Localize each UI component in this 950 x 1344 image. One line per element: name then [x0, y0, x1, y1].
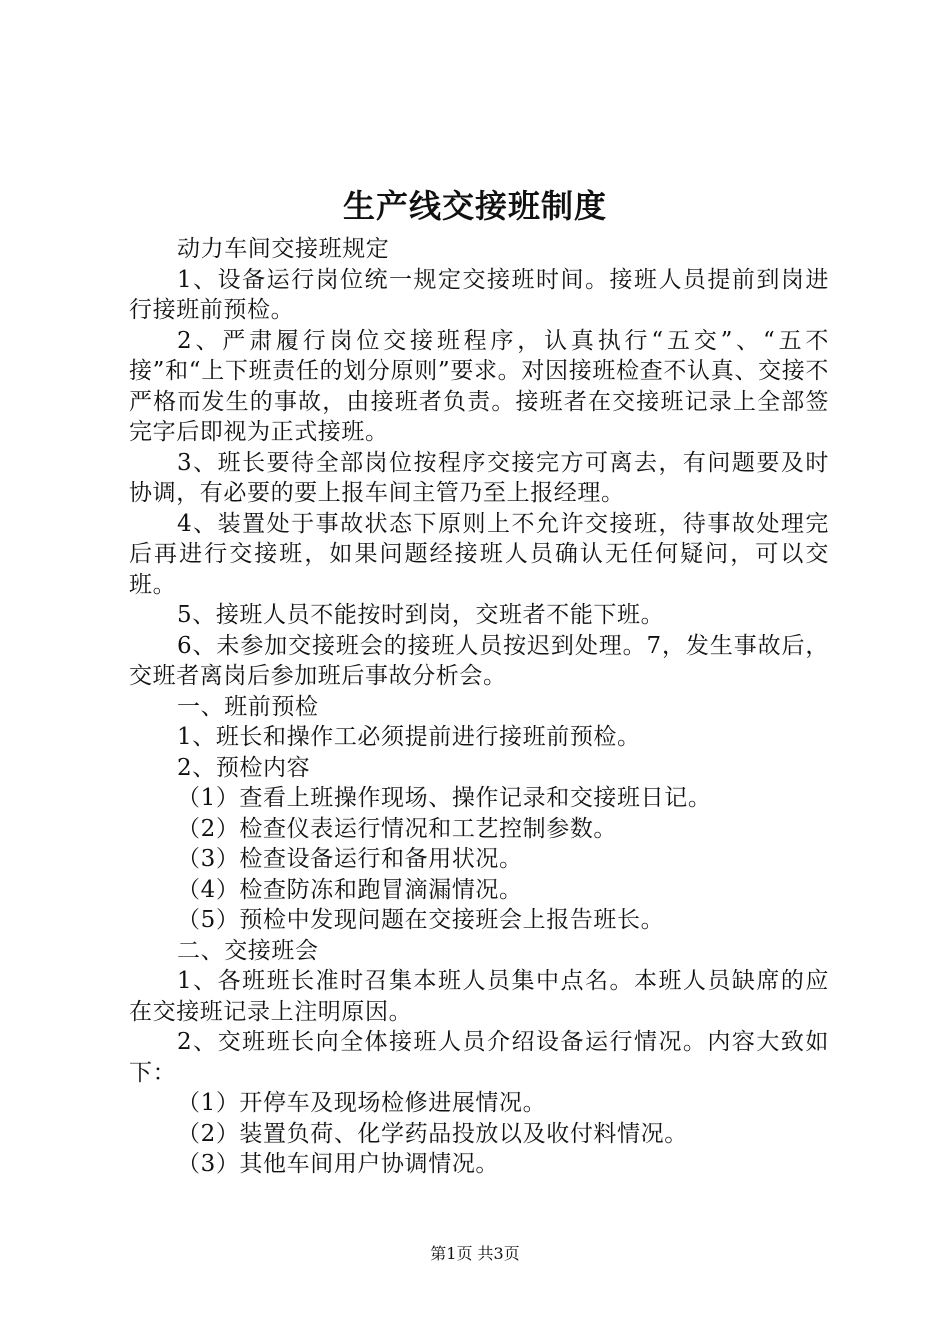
paragraph: 4、装置处于事故状态下原则上不允许交接班，待事故处理完后再进行交接班，如果问题经接班人员确认无任何疑问，可以交班。 — [129, 510, 829, 598]
list-item: （3）检查设备运行和备用状况。 — [177, 846, 523, 872]
section-heading: 动力车间交接班规定 — [177, 236, 390, 262]
document-title: 生产线交接班制度 — [342, 187, 607, 225]
list-item: （5）预检中发现问题在交接班会上报告班长。 — [177, 907, 665, 933]
section-heading: 一、班前预检 — [177, 693, 319, 720]
document-body — [129, 234, 829, 1180]
list-item: （2）检查仪表运行情况和工艺控制参数。 — [177, 815, 618, 842]
page-footer: 第1页 共3页 — [430, 1244, 520, 1263]
paragraph: 1、各班班长准时召集本班人员集中点名。本班人员缺席的应在交接班记录上注明原因。 — [129, 968, 829, 1025]
section-heading: 二、交接班会 — [177, 937, 319, 964]
list-item: （4）检查防冻和跑冒滴漏情况。 — [177, 876, 523, 903]
paragraph: 1、设备运行岗位统一规定交接班时间。接班人员提前到岗进行接班前预检。 — [129, 266, 829, 323]
paragraph: 1、班长和操作工必须提前进行接班前预检。 — [177, 724, 641, 750]
paragraph: 6、未参加交接班会的接班人员按迟到处理。7，发生事故后，交班者离岗后参加班后事故分析会。 — [129, 632, 829, 689]
list-item: （2）装置负荷、化学药品投放以及收付料情况。 — [177, 1120, 688, 1147]
list-item: （1）查看上班操作现场、操作记录和交接班日记。 — [177, 785, 712, 811]
paragraph: 2、交班班长向全体接班人员介绍设备运行情况。内容大致如下： — [129, 1029, 829, 1086]
list-item: （3）其他车间用户协调情况。 — [177, 1151, 500, 1177]
paragraph: 2、预检内容 — [177, 754, 311, 781]
paragraph: 2、严肃履行岗位交接班程序，认真执行“五交”、“五不接”和“上下班责任的划分原则”要求。对因接班检查不认真、交接不严格而发生的事故，由接班者负责。接班者在交接班记录上全部签完字后即视为正式接班。 — [129, 327, 829, 445]
paragraph: 3、班长要待全部岗位按程序交接完方可离去，有问题要及时协调，有必要的要上报车间主管乃至上报经理。 — [129, 449, 829, 506]
list-item: （1）开停车及现场检修进展情况。 — [177, 1090, 547, 1116]
paragraph: 5、接班人员不能按时到岗，交班者不能下班。 — [177, 602, 665, 628]
